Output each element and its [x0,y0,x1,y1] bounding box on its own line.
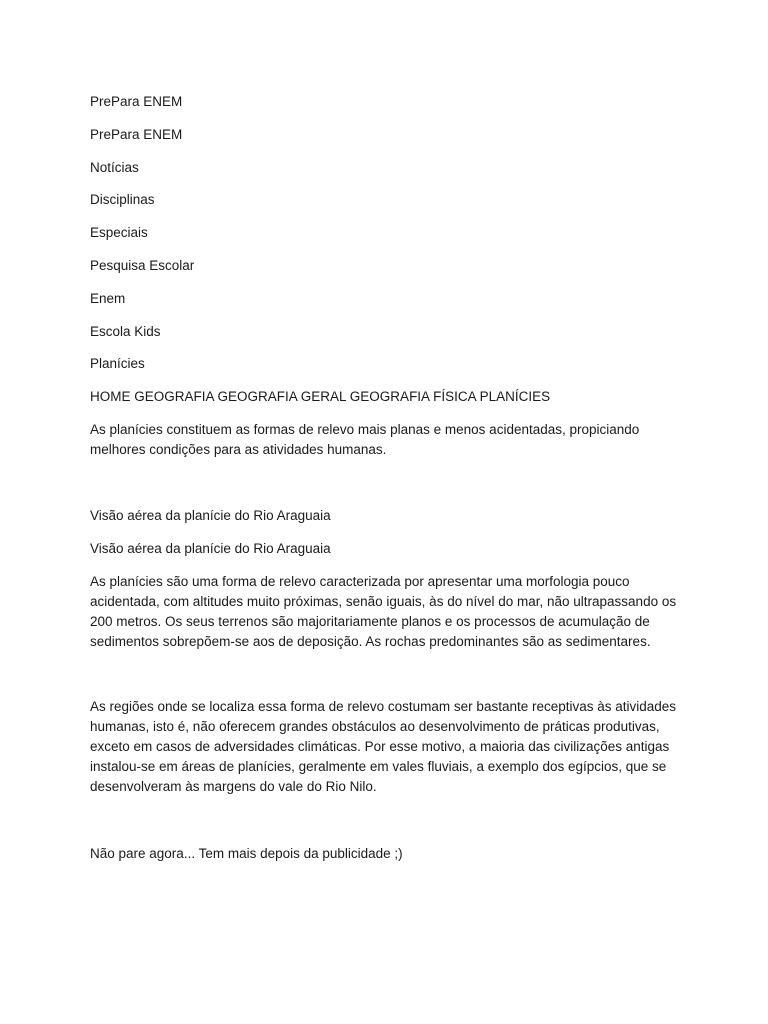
body-paragraph-1: As planícies são uma forma de relevo caracterizada por apresentar uma morfologia pouco acidentada, com altitudes muito próximas, senão iguais, às do nível do mar, não ultrapassando os 200 metros. Os seus terrenos são majoritariamente planos e os processos de acumulação de sedimentos sobrepõem-se aos de deposição. As rochas predominantes são as sedimentares. [90,574,677,649]
nav-item-disciplinas[interactable]: Disciplinas [90,192,155,207]
site-title-repeat: PrePara ENEM [90,127,183,142]
nav-item-enem[interactable]: Enem [90,291,126,306]
image-caption: Visão aérea da planície do Rio Araguaia [90,508,331,523]
ad-notice: Não pare agora... Tem mais depois da publicidade ;) [90,846,403,861]
body-paragraph-2: As regiões onde se localiza essa forma de relevo costumam ser bastante receptivas às atividades humanas, isto é, não oferecem grandes obstáculos ao desenvolvimento de práticas produtivas, exceto em casos de adversidades climáticas. Por esse motivo, a maioria das civilizações antigas instalou-se em áreas de planícies, geralmente em vales fluviais, a exemplo dos egípcios, que se desenvolveram às margens do vale do Rio Nilo. [90,699,677,794]
breadcrumb: HOME GEOGRAFIA GEOGRAFIA GERAL GEOGRAFIA FÍSICA PLANÍCIES [90,389,551,404]
nav-item-pesquisa-escolar[interactable]: Pesquisa Escolar [90,258,195,273]
intro-paragraph: As planícies constituem as formas de relevo mais planas e menos acidentadas, propiciando melhores condições para as atividades humanas. [90,422,640,457]
nav-item-especiais[interactable]: Especiais [90,225,148,240]
page-title: Planícies [90,356,145,371]
image-caption-repeat: Visão aérea da planície do Rio Araguaia [90,541,331,556]
nav-item-noticias[interactable]: Notícias [90,160,139,175]
nav-item-escola-kids[interactable]: Escola Kids [90,324,161,339]
site-title: PrePara ENEM [90,94,183,109]
